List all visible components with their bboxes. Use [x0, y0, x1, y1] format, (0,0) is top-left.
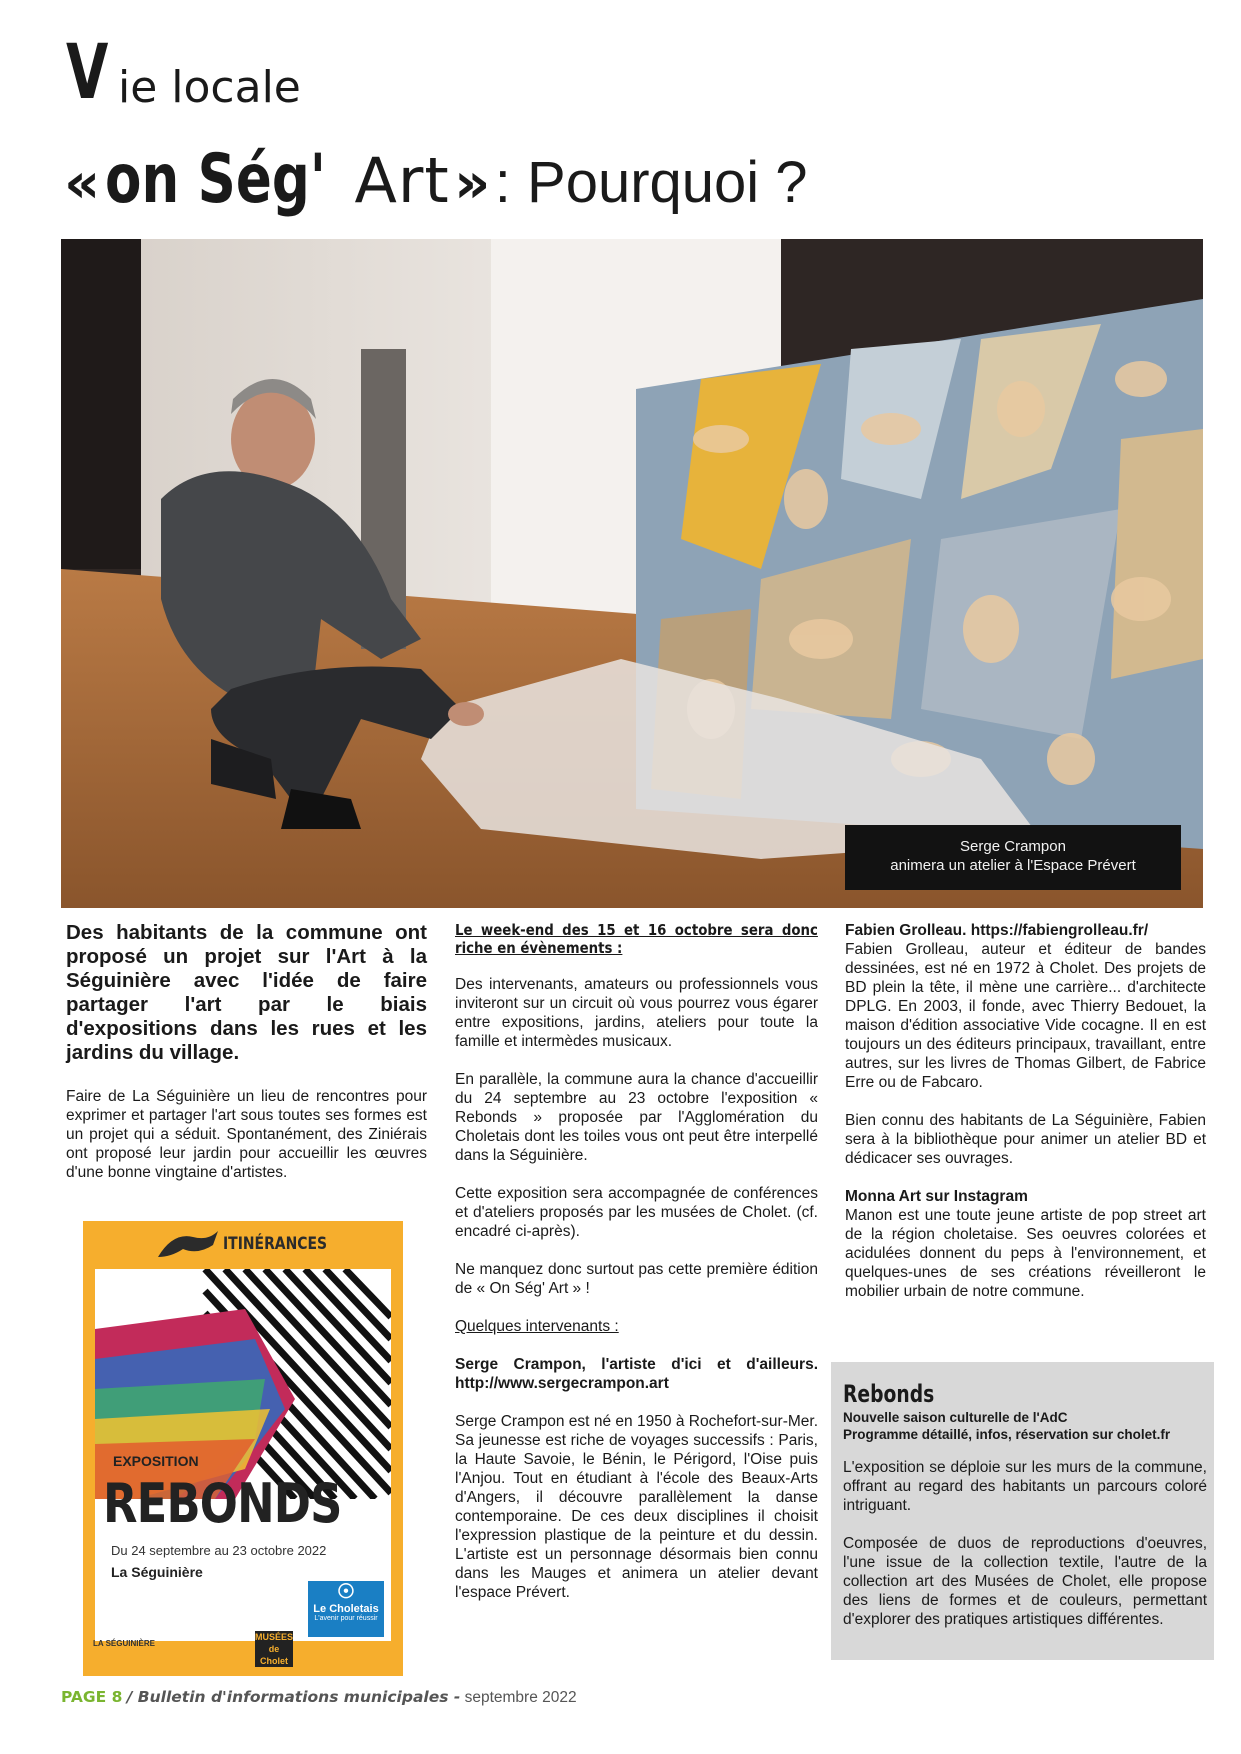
title-on-seg: on Ség'	[104, 140, 326, 219]
events-paragraph-1: Des intervenants, amateurs ou professionnels vous inviteront sur un circuit où vous pourrez vous égarer entre expositions, jardins, ateliers pour toute la famille et intermèdes musicaux.	[455, 976, 818, 1050]
seguiniere-logo: LA SÉGUINIÈRE	[93, 1639, 155, 1648]
monna-heading: Monna Art sur Instagram	[845, 1188, 1028, 1205]
article-title	[64, 140, 808, 220]
lead-paragraph: Des habitants de la commune ont proposé un projet sur l'Art à la Séguinière avec l'idée de faire partager l'art par le biais d'expositions dans les rues et les jardins du village.	[66, 921, 427, 1064]
column-2	[455, 921, 818, 1621]
title-open-quote: «	[64, 151, 101, 216]
poster-label: EXPOSITION	[113, 1453, 199, 1469]
section-initial: V	[66, 27, 107, 116]
caption-line-2: animera un atelier à l'Espace Prévert	[890, 857, 1136, 874]
musees-cholet-logo: MUSÉES de Cholet	[255, 1632, 294, 1666]
bulletin-title: / Bulletin d'informations municipales -	[126, 1688, 461, 1706]
choletais-mark-icon: ☉	[337, 1581, 355, 1603]
title-close-quote: »	[454, 151, 491, 216]
column-1	[66, 921, 427, 1201]
rebonds-subtitle-1: Nouvelle saison culturelle de l'AdC	[843, 1410, 1068, 1425]
events-paragraph-4: Ne manquez donc surtout pas cette première édition de « On Ség' Art » !	[455, 1261, 818, 1297]
title-pourquoi: : Pourquoi ?	[494, 150, 808, 215]
speakers-subheading: Quelques intervenants :	[455, 1318, 619, 1335]
serge-heading: Serge Crampon, l'artiste d'ici et d'ailleurs. http://www.sergecrampon.art	[455, 1356, 818, 1392]
poster-dates: Du 24 septembre au 23 octobre 2022	[111, 1543, 327, 1558]
poster-place: La Séguinière	[111, 1564, 203, 1580]
rebonds-subtitle	[843, 1409, 1207, 1443]
events-paragraph-2: En parallèle, la commune aura la chance d'accueillir du 24 septembre au 23 octobre l'exposition « Rebonds » proposée par l'Agglomération du Choletais dont les toiles vous ont peut être interpellé dans la Séguinière.	[455, 1071, 818, 1164]
events-heading: Le week-end des 15 et 16 octobre sera donc riche en évènements :	[455, 921, 818, 957]
section-label: ie locale	[118, 62, 301, 113]
choletais-name: Le Choletais	[313, 1603, 379, 1615]
le-choletais-logo	[308, 1581, 384, 1637]
column-3	[845, 921, 1206, 1320]
monna-paragraph: Manon est une toute jeune artiste de pop street art de la région choletaise. Ses oeuvres colorées et acidulées donnent du peps à l'environnement, et quelques-unes de ses créations réveilleront le mobilier urbain de notre commune.	[845, 1207, 1206, 1300]
fabien-heading: Fabien Grolleau. https://fabiengrolleau.fr/	[845, 922, 1149, 939]
title-art: Art	[354, 144, 450, 217]
issue-date: septembre 2022	[464, 1689, 577, 1706]
photo-illustration	[61, 239, 1203, 908]
article-photo	[61, 239, 1203, 908]
poster-brand: ITINÉRANCES	[223, 1234, 328, 1254]
serge-paragraph: Serge Crampon est né en 1950 à Rochefort-sur-Mer. Sa jeunesse est riche de voyages successifs : Paris, la Haute Savoie, le Bénin, le Périgord, l'Oise puis l'Anjou. Tout en étudiant à l'école des Beaux-Arts d'Angers, il découvre parallèlement la danse contemporaine. De ces deux disciplines il choisit l'expression plastique de la peinture et du dessin. L'artiste est un personnage désormais bien connu dans les Mauges et animera un atelier devant l'espace Prévert.	[455, 1413, 818, 1601]
rebonds-paragraph-1: L'exposition se déploie sur les murs de la commune, offrant au regard des habitants un parcours coloré intriguant.	[843, 1459, 1207, 1514]
page-footer	[61, 1688, 577, 1707]
rebonds-subtitle-2: Programme détaillé, infos, réservation sur cholet.fr	[843, 1427, 1171, 1442]
exhibition-poster	[83, 1221, 403, 1676]
rebonds-title: Rebonds	[843, 1380, 935, 1408]
caption-line-1: Serge Crampon	[960, 838, 1066, 855]
rebonds-paragraph-2: Composée de duos de reproductions d'oeuvres, l'une issue de la collection textile, l'autre de la collection art des Musées de Cholet, elle propose des liens de formes et de couleurs, permettant d'explorer des pratiques artistiques différentes.	[843, 1535, 1207, 1628]
rebonds-sidebar	[831, 1362, 1214, 1660]
choletais-tagline: L'avenir pour réussir	[314, 1615, 378, 1622]
fabien-paragraph-1: Fabien Grolleau, auteur et éditeur de bandes dessinées, est né en 1972 à Cholet. Des projets de BD plein la tête, il mène une carrière... d'architecte DPLG. En 2003, il fonde, avec Thierry Bedouet, la maison d'édition associative Vide cocagne. Il en est toujours un des éditeurs principaux, travaillant, entre autres, sur les livres de Thomas Gilbert, de Fabrice Erre ou de Fabcaro.	[845, 941, 1206, 1091]
events-heading-wrap	[455, 921, 818, 961]
intro-paragraph: Faire de La Séguinière un lieu de rencontres pour exprimer et partager l'art sous toutes ses formes est un projet qui a séduit. Spontanément, des Ziniérais ont proposé leur jardin pour accueillir les œuvres d'une bonne vingtaine d'artistes.	[66, 1088, 427, 1181]
events-paragraph-3: Cette exposition sera accompagnée de conférences et d'ateliers proposés par les musées de Cholet. (cf. encadré ci-après).	[455, 1185, 818, 1240]
section-header	[66, 27, 301, 116]
fabien-paragraph-2: Bien connu des habitants de La Séguinière, Fabien sera à la bibliothèque pour animer un atelier BD et dédicacer ses ouvrages.	[845, 1112, 1206, 1167]
itinerances-logo-icon	[153, 1227, 223, 1263]
photo-caption	[845, 825, 1181, 890]
poster-exhibition-name: REBONDS	[103, 1472, 342, 1535]
page-number: PAGE 8	[61, 1688, 123, 1706]
